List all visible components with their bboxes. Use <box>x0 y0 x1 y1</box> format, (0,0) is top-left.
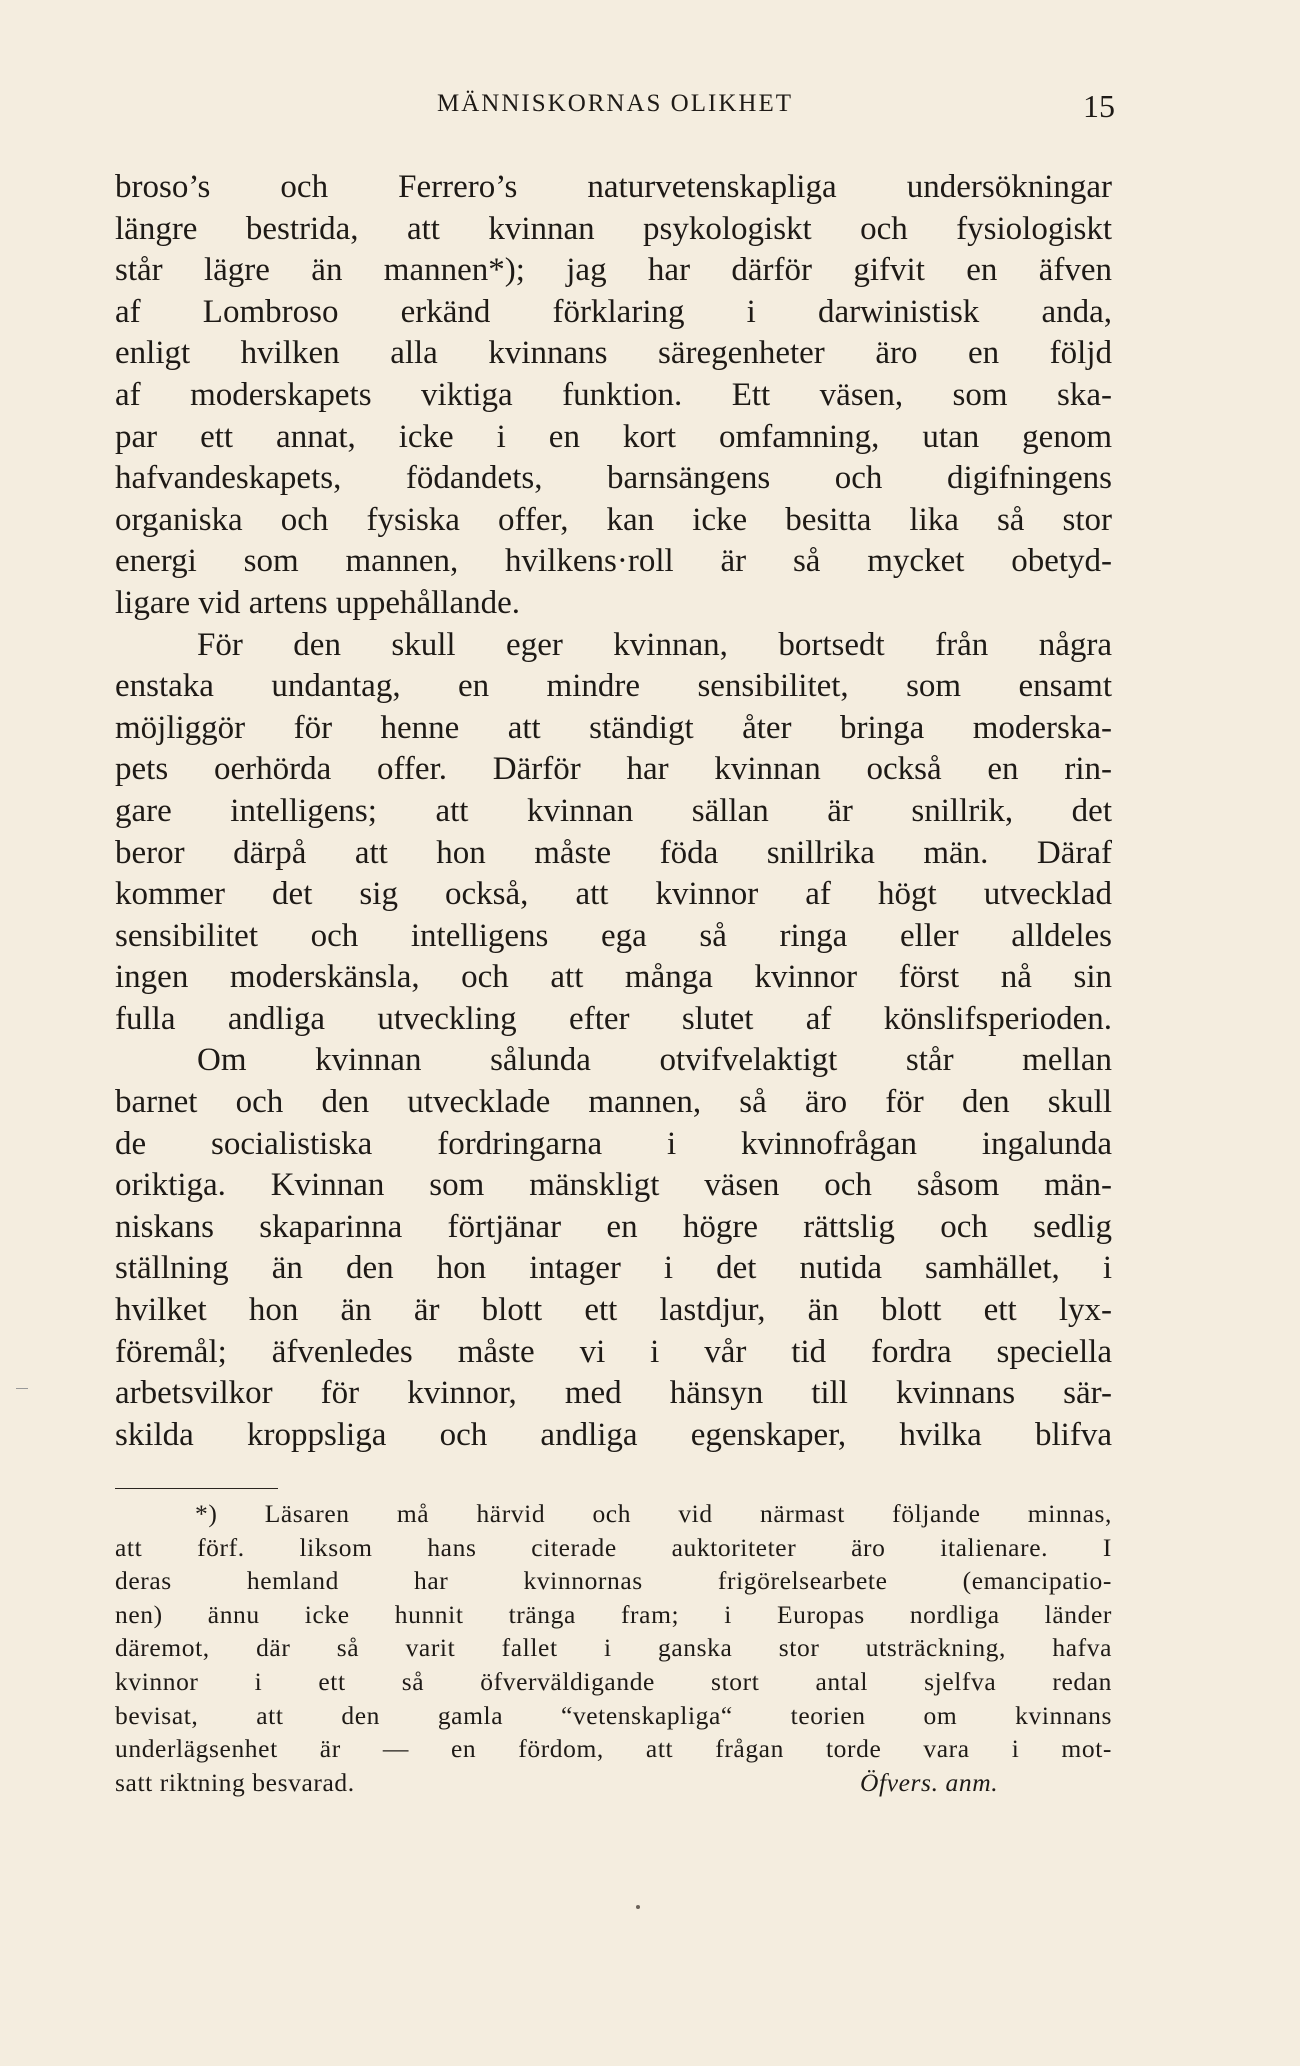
footnote <box>115 1497 1112 1799</box>
footnote-line: kvinnor i ett så öfverväldigande stort antal sjelfva redan <box>115 1666 1112 1696</box>
footnote-line: satt riktning besvarad. <box>115 1767 355 1797</box>
text-line: längre bestrida, att kvinnan psykologiskt och fysiologiskt <box>115 210 1112 247</box>
text-line: Om kvinnan sålunda otvifvelaktigt står mellan <box>197 1042 1112 1079</box>
footnote-line: nen) ännu icke hunnit tränga fram; i Europas nordliga länder <box>115 1599 1112 1629</box>
text-line: niskans skaparinna förtjänar en högre rättslig och sedlig <box>115 1208 1112 1245</box>
footnote-line: däremot, där så varit fallet i ganska stor utsträckning, hafva <box>115 1633 1112 1663</box>
text-line: kommer det sig också, att kvinnor af högt utvecklad <box>115 876 1112 913</box>
text-line: ligare vid artens uppehållande. <box>115 584 521 621</box>
text-line: pets oerhörda offer. Därför har kvinnan också en rin- <box>115 751 1112 788</box>
text-line: arbetsvilkor för kvinnor, med hänsyn till kvinnans sär- <box>115 1375 1112 1412</box>
text-line: fulla andliga utveckling efter slutet af könslifsperioden. <box>115 1000 1112 1037</box>
footnote-line: bevisat, att den gamla “vetenskapliga“ teorien om kvinnans <box>115 1700 1112 1730</box>
text-line: hafvandeskapets, födandets, barnsängens och digifningens <box>115 460 1112 497</box>
footnote-signature: Öfvers. anm. <box>860 1767 999 1797</box>
text-line: hvilket hon än är blott ett lastdjur, än blott ett lyx- <box>115 1292 1112 1329</box>
text-line: ställning än den hon intager i det nutida samhället, i <box>115 1250 1112 1287</box>
text-line: de socialistiska fordringarna i kvinnofrågan ingalunda <box>115 1125 1112 1162</box>
text-line: enligt hvilken alla kvinnans säregenheter äro en följd <box>115 335 1112 372</box>
text-line: organiska och fysiska offer, kan icke besitta lika så stor <box>115 501 1112 538</box>
page-number: 15 <box>1083 88 1115 124</box>
margin-mark <box>16 1388 28 1389</box>
running-head-title: MÄNNISKORNAS OLIKHET <box>437 90 793 117</box>
text-line: sensibilitet och intelligens ega så ringa eller alldeles <box>115 917 1112 954</box>
text-line: broso’s och Ferrero’s naturvetenskapliga undersökningar <box>115 169 1112 205</box>
text-line: möjliggör för henne att ständigt åter bringa moderska- <box>115 709 1112 746</box>
footnote-line: underlägsenhet är — en fördom, att frågan torde vara i mot- <box>115 1734 1112 1764</box>
footnote-rule <box>115 1488 278 1489</box>
footnote-line: *) Läsaren må härvid och vid närmast följande minnas, <box>195 1499 1112 1528</box>
text-line: För den skull eger kvinnan, bortsedt från några <box>197 626 1112 663</box>
footnote-last-line <box>115 1766 1112 1800</box>
text-line: enstaka undantag, en mindre sensibilitet, som ensamt <box>115 668 1112 705</box>
text-line: oriktiga. Kvinnan som mänskligt väsen och såsom män- <box>115 1167 1112 1204</box>
text-line: energi som mannen, hvilkens·roll är så mycket obetyd- <box>115 543 1112 580</box>
text-line: par ett annat, icke i en kort omfamning, utan genom <box>115 418 1112 455</box>
body-text <box>115 167 1112 1456</box>
text-line: föremål; äfvenledes måste vi i vår tid fordra speciella <box>115 1333 1112 1370</box>
text-line: af Lombroso erkänd förklaring i darwinistisk anda, <box>115 293 1112 330</box>
text-line: står lägre än mannen*); jag har därför gifvit en äfven <box>115 252 1112 289</box>
text-line: skilda kroppsliga och andliga egenskaper, hvilka blifva <box>115 1416 1112 1453</box>
running-head <box>115 88 1115 128</box>
footnote-line: att förf. liksom hans citerade auktoriteter äro italienare. I <box>115 1532 1112 1562</box>
text-line: ingen moderskänsla, och att många kvinnor först nå sin <box>115 959 1112 996</box>
print-speck <box>636 1905 640 1909</box>
text-line: af moderskapets viktiga funktion. Ett väsen, som ska- <box>115 376 1112 413</box>
text-line: barnet och den utvecklade mannen, så äro för den skull <box>115 1084 1112 1121</box>
footnote-line: deras hemland har kvinnornas frigörelsearbete (emancipatio- <box>115 1566 1112 1596</box>
text-line: beror därpå att hon måste föda snillrika män. Däraf <box>115 834 1112 871</box>
text-line: gare intelligens; att kvinnan sällan är snillrik, det <box>115 792 1112 829</box>
